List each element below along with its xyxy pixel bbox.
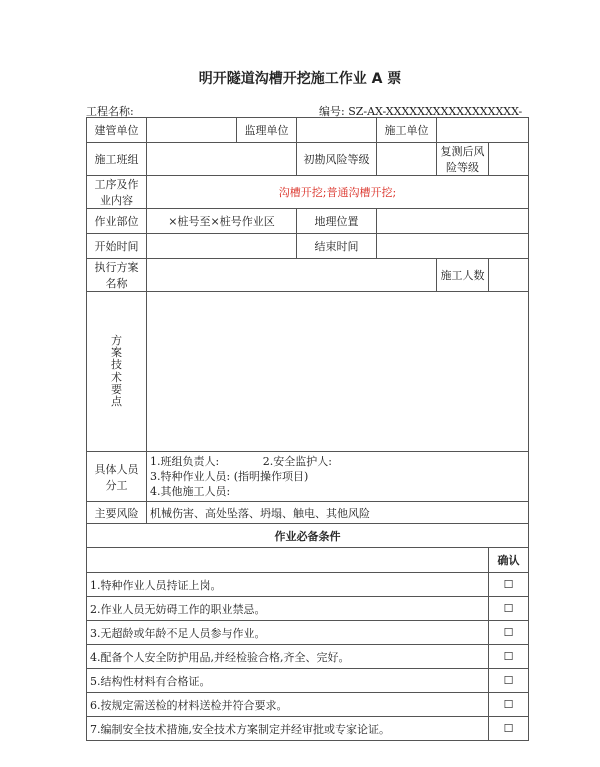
end-time-field[interactable] [377,234,529,259]
initial-risk-field[interactable] [377,143,437,176]
other-workers-label: 4.其他施工人员: [150,485,231,498]
work-ticket-table [86,117,529,741]
confirm-checkbox[interactable]: ☐ [489,597,529,621]
main-risks-value: 机械伤害、高处坠落、坍塌、触电、其他风险 [147,502,529,524]
construction-unit-field[interactable] [147,118,237,143]
confirm-checkbox[interactable]: ☐ [489,693,529,717]
rechecked-risk-label: 复测后风险等级 [437,143,489,176]
condition-item: 3.无超龄或年龄不足人员参与作业。 [87,621,489,645]
conditions-spacer [87,548,489,573]
confirm-checkbox[interactable]: ☐ [489,573,529,597]
initial-risk-label: 初勘风险等级 [297,143,377,176]
plan-name-label: 执行方案名称 [87,259,147,292]
project-name-label: 工程名称: [86,105,134,118]
staff-label: 具体人员分工 [87,452,147,502]
geo-location-label: 地理位置 [297,209,377,234]
process-value: 沟槽开挖;普通沟槽开挖; [147,176,529,209]
tech-points-field[interactable] [147,292,529,452]
confirm-checkbox[interactable]: ☐ [489,669,529,693]
tech-points-label [87,292,147,452]
supervision-unit-label: 监理单位 [237,118,297,143]
serial-number: 编号: SZ-AX-XXXXXXXXXXXXXXXXX- [319,105,523,118]
confirm-checkbox[interactable]: ☐ [489,645,529,669]
condition-item: 7.编制安全技术措施,安全技术方案制定并经审批或专家论证。 [87,717,489,741]
main-risks-label: 主要风险 [87,502,147,524]
safety-supervisor-label: 2.安全监护人: [262,455,332,468]
condition-item: 1.特种作业人员持证上岗。 [87,573,489,597]
location-label: 作业部位 [87,209,147,234]
contractor-unit-field[interactable] [437,118,529,143]
location-value: ×桩号至×桩号作业区 [147,209,297,234]
work-team-field[interactable] [147,143,297,176]
plan-name-field[interactable] [147,259,437,292]
confirm-checkbox[interactable]: ☐ [489,717,529,741]
tech-points-text: 方 案 技 术 要 点 [111,334,122,408]
condition-item: 6.按规定需送检的材料送检并符合要求。 [87,693,489,717]
process-label: 工序及作业内容 [87,176,147,209]
end-time-label: 结束时间 [297,234,377,259]
start-time-field[interactable] [147,234,297,259]
page-title: 明开隧道沟槽开挖施工作业 A 票 [198,71,402,87]
work-team-label: 施工班组 [87,143,147,176]
condition-item: 5.结构性材料有合格证。 [87,669,489,693]
confirm-checkbox[interactable]: ☐ [489,621,529,645]
team-leader-label: 1.班组负责人: [150,455,220,468]
condition-item: 4.配备个人安全防护用品,并经检验合格,齐全、完好。 [87,645,489,669]
confirm-header: 确认 [489,548,529,573]
contractor-unit-label: 施工单位 [377,118,437,143]
supervision-unit-field[interactable] [297,118,377,143]
start-time-label: 开始时间 [87,234,147,259]
worker-count-field[interactable] [489,259,529,292]
construction-unit-label: 建管单位 [87,118,147,143]
rechecked-risk-field[interactable] [489,143,529,176]
condition-item: 2.作业人员无妨碍工作的职业禁忌。 [87,597,489,621]
geo-location-field[interactable] [377,209,529,234]
staff-assignments [147,452,529,502]
special-workers-label: 3.特种作业人员: (指明操作项目) [150,470,309,483]
worker-count-label: 施工人数 [437,259,489,292]
conditions-header: 作业必备条件 [87,524,529,548]
